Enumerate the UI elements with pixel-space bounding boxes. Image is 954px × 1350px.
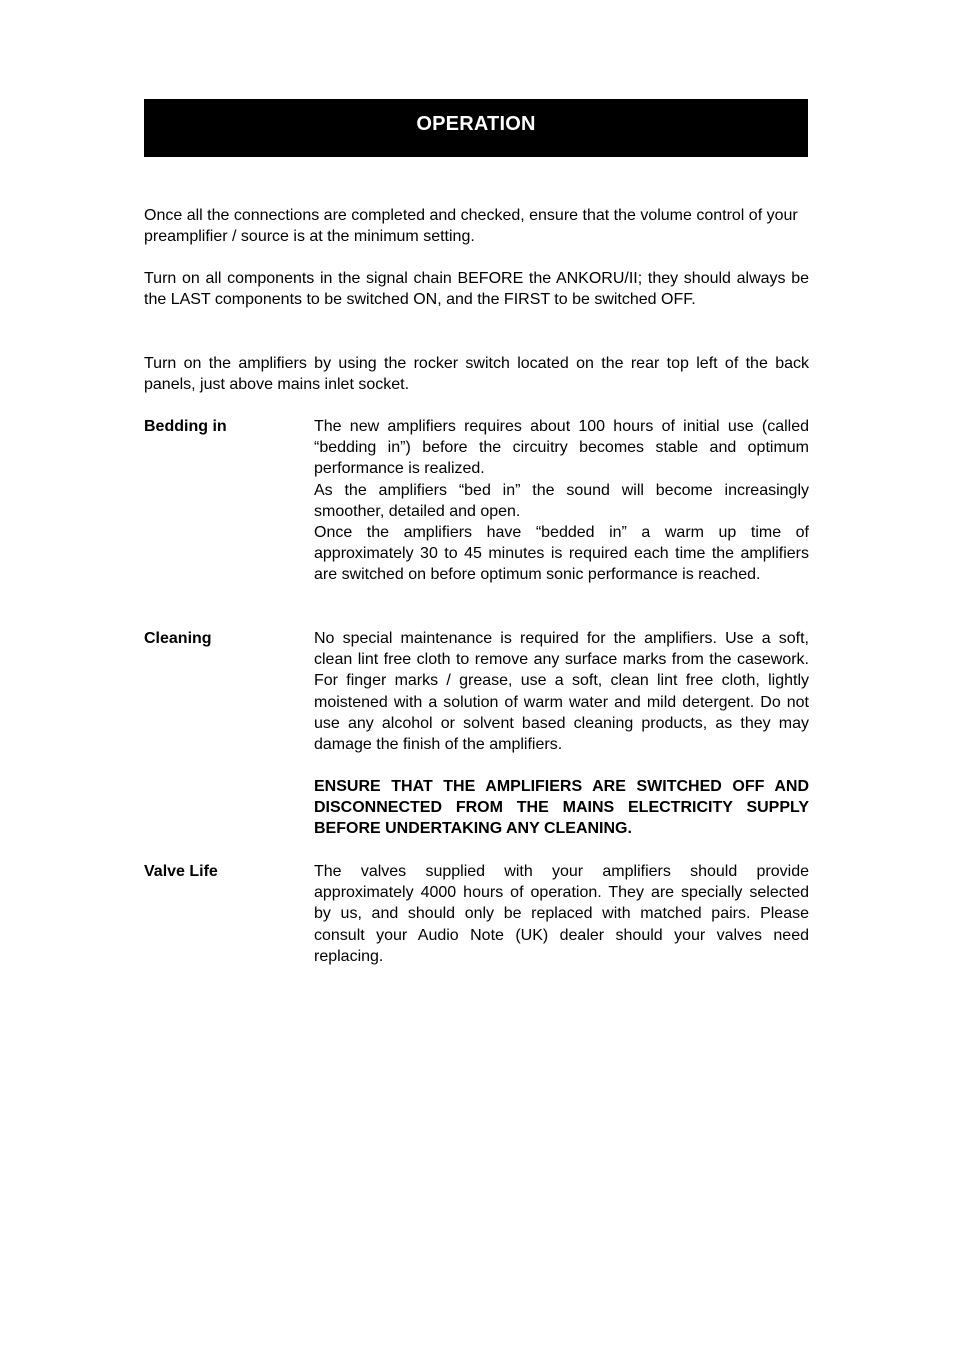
section-body-bedding-in <box>314 416 809 586</box>
section-label-bedding-in: Bedding in <box>144 418 227 435</box>
cleaning-safety-warning: ENSURE THAT THE AMPLIFIERS ARE SWITCHED OFF AND DISCONNECTED FROM THE MAINS ELECTRICITY SUPPLY BEFORE UNDERTAKING ANY CLEANING. <box>314 778 809 838</box>
page-title: OPERATION <box>416 113 536 136</box>
section-header-bar <box>144 99 808 157</box>
bedding-in-paragraph-3: Once the amplifiers have “bedded in” a warm up time of approximately 30 to 45 minutes is required each time the amplifiers are switched on before optimum sonic performance is reached. <box>314 524 809 584</box>
intro-paragraph-power-order: Turn on all components in the signal chain BEFORE the ANKORU/II; they should always be the LAST components to be switched ON, and the FIRST to be switched OFF. <box>144 270 809 309</box>
cleaning-paragraph-1: No special maintenance is required for the amplifiers. Use a soft, clean lint free cloth to remove any surface marks from the casework. For finger marks / grease, use a soft, clean lint free cloth, lightly moistened with a solution of warm water and mild detergent. Do not use any alcohol or solvent based cleaning products, as they may damage the finish of the amplifiers. <box>314 630 809 754</box>
section-body-cleaning <box>314 628 809 755</box>
bedding-in-paragraph-1: The new amplifiers requires about 100 hours of initial use (called “bedding in”) before the circuitry becomes stable and optimum performance is realized. <box>314 418 809 478</box>
section-label-cleaning: Cleaning <box>144 630 212 647</box>
intro-paragraph-volume: Once all the connections are completed and checked, ensure that the volume control of your preamplifier / source is at the minimum setting. <box>144 207 798 246</box>
section-label-valve-life: Valve Life <box>144 863 218 880</box>
intro-paragraph-rocker-switch: Turn on the amplifiers by using the rocker switch located on the rear top left of the back panels, just above mains inlet socket. <box>144 355 809 394</box>
bedding-in-paragraph-2: As the amplifiers “bed in” the sound will become increasingly smoother, detailed and open. <box>314 481 809 520</box>
valve-life-paragraph-1: The valves supplied with your amplifiers should provide approximately 4000 hours of operation. They are specially selected by us, and should only be replaced with matched pairs. Please consult your Audio Note (UK) dealer should your valves need replacing. <box>314 863 809 965</box>
section-body-valve-life <box>314 861 809 967</box>
